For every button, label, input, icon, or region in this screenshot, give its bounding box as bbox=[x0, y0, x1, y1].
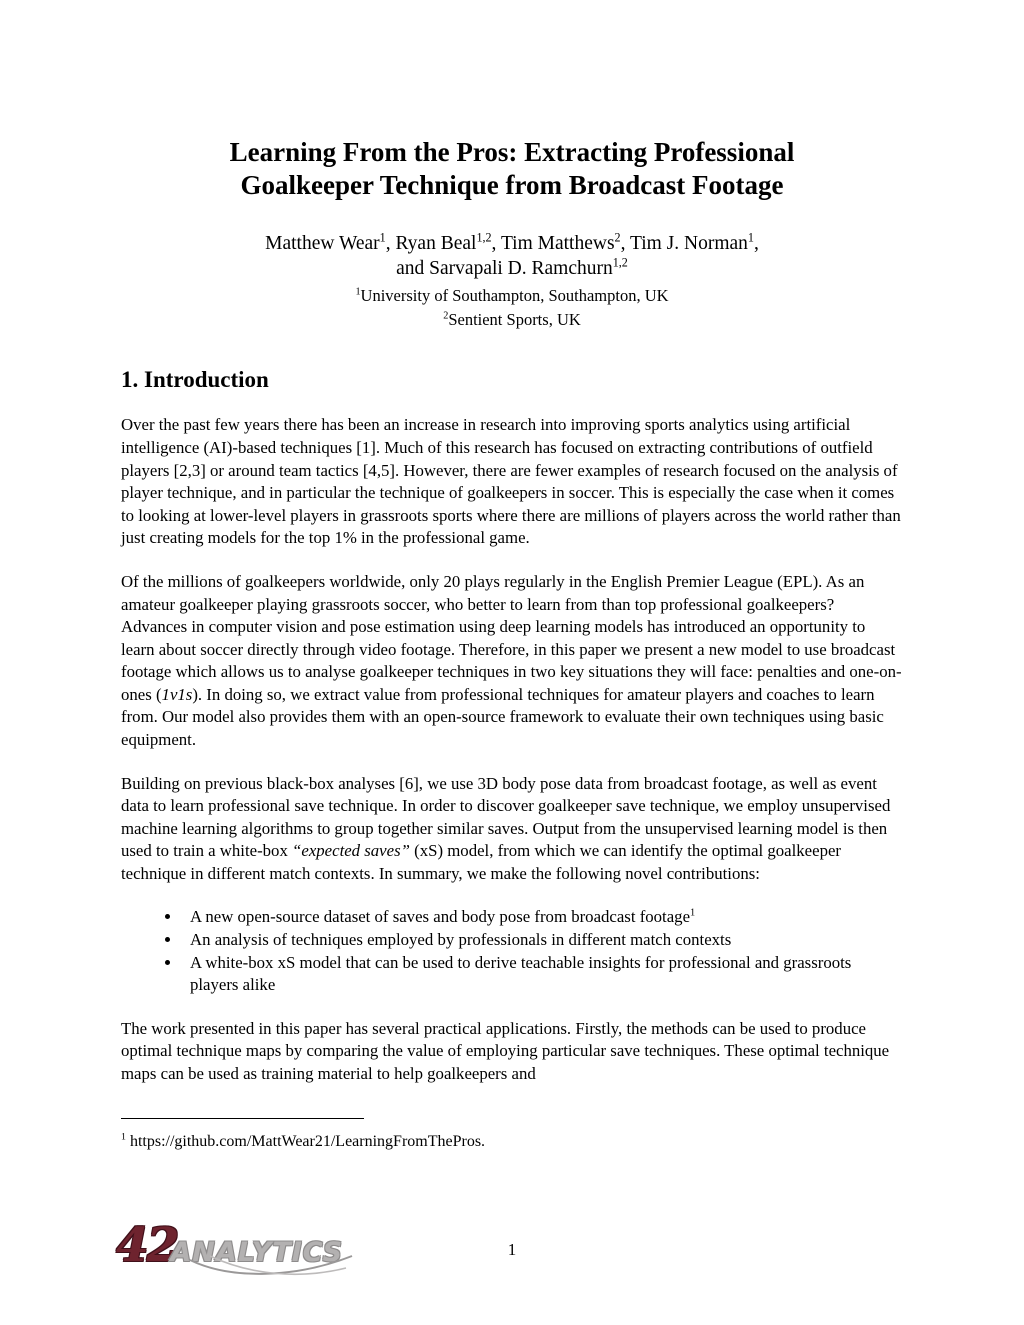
page-content bbox=[121, 136, 903, 1151]
title-line-2: Goalkeeper Technique from Broadcast Footage bbox=[240, 170, 784, 201]
affiliation-line-2: $^2$Sentient Sports, UK bbox=[443, 309, 581, 329]
logo-42-text: 42 bbox=[116, 1218, 178, 1273]
section-heading-introduction: 1. Introduction bbox=[121, 367, 269, 393]
paragraph: Building on previous black-box analyses [6], we use 3D body pose data from broadcast footage, as well as event data to learn professional save technique. In order to discover goalkeeper save technique, we employ unsupervised machine learning algorithms to group together similar saves. Output from the unsupervised learning model is then used to train a white-box “expected saves” (xS) model, from which we can identify the optimal goalkeeper technique in different match contexts. In summary, we make the following novel contributions: bbox=[121, 773, 891, 883]
affiliation-line-1: $^1$University of Southampton, Southampton, UK bbox=[355, 285, 669, 305]
logo-analytics-text: ANALYTICS bbox=[170, 1237, 344, 1268]
bullet-item: • An analysis of techniques employed by professionals in different match contexts bbox=[182, 929, 903, 952]
authors-line-1: Matthew Wear$^1$, Ryan Beal$^{1,2}$, Tim Matthews$^2$, Tim J. Norman$^1$, bbox=[265, 230, 759, 254]
paper-title bbox=[121, 136, 903, 203]
affiliations bbox=[121, 284, 903, 332]
authors-line-2: and Sarvapali D. Ramchurn$^{1,2}$ bbox=[396, 255, 628, 280]
bullet-item: • A white-box xS model that can be used to derive teachable insights for professional and grassroots players alike bbox=[182, 952, 903, 997]
paragraph: Of the millions of goalkeepers worldwide, only 20 plays regularly in the English Premier League (EPL). As an amateur goalkeeper playing grassroots soccer, who better to learn from than top professional goalkeepers? Advances in computer vision and pose estimation using deep learning models has introduced an opportunity to learn about soccer directly through video footage. Therefore, in this paper we present a new model to use broadcast footage which allows us to analyse goalkeeper techniques in two key situations they will face: penalties and one-on-ones (1v1s). In doing so, we extract value from professional techniques for amateur players and coaches to learn from. Our model also provides them with an open-source framework to evaluate their own techniques using basic equipment. bbox=[121, 571, 902, 749]
title-line-1: Learning From the Pros: Extracting Professional bbox=[229, 137, 795, 167]
paragraph: Over the past few years there has been an increase in research into improving sports analytics using artificial intelligence (AI)-based techniques [1]. Much of this research has focused on extracting contributions of outfield players [2,3] or around team tactics [4,5]. However, there are fewer examples of research focused on the analysis of player technique, and in particular the technique of goalkeepers in soccer. This is especially the case when it comes to looking at lower-level players in grassroots sports where there are millions of players across the world rather than just creating models for the top 1% in the professional game. bbox=[121, 415, 901, 548]
page-number: 1 bbox=[507, 1240, 517, 1259]
author-list bbox=[121, 231, 903, 282]
closing-paragraph: The work presented in this paper has several practical applications. Firstly, the methods can be used to produce optimal technique maps by comparing the value of employing particular save techniques. These optimal technique maps can be used as training material to help goalkeepers and bbox=[121, 1018, 890, 1083]
bullet-item: • A new open-source dataset of saves and body pose from broadcast footage$^1$ bbox=[182, 906, 903, 929]
footnote: $^1$ https://github.com/MattWear21/LearningFromThePros. bbox=[121, 1131, 486, 1150]
contribution-list bbox=[121, 906, 903, 996]
footnote-divider bbox=[121, 1118, 364, 1119]
